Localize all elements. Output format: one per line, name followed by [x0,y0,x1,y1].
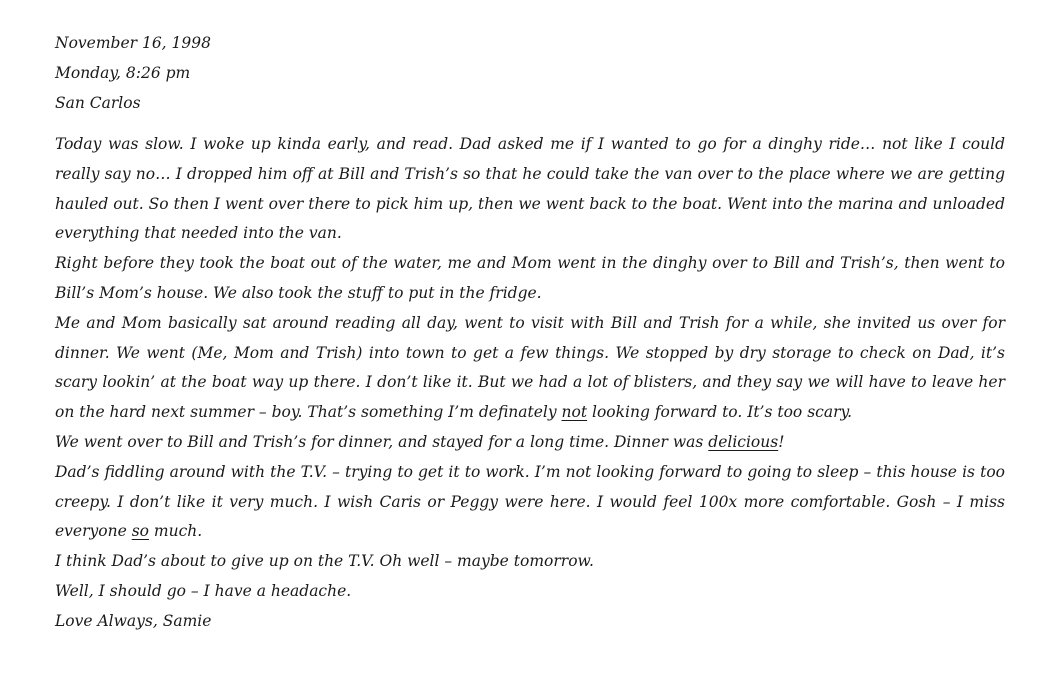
paragraph-4-text-end: ! [778,432,785,451]
underlined-word-not: not [561,403,588,422]
paragraph-4-text: We went over to Bill and Trish’s for dinner, and stayed for a long time. Dinner was [55,432,709,451]
entry-date: November 16, 1998 [55,34,211,52]
entry-header [55,28,1005,118]
paragraph-5-text-end: much. [148,522,203,541]
paragraph-7: Well, I should go – I have a headache. [55,581,352,600]
entry-body [55,130,1005,637]
paragraph-5-text: Dad’s fiddling around with the T.V. – trying to get it to work. I’m not looking forward to going to sleep – this house is too creepy. I don’t like it very much. I wish Caris or Peggy were here. I would feel 100x more comfortable. Gosh – I miss everyone [55,462,1005,541]
paragraph-2: Right before they took the boat out of the water, me and Mom went in the dinghy over to Bill and Trish’s, then went to Bill’s Mom’s house. We also took the stuff to put in the fridge. [55,254,1005,302]
entry-day-time: Monday, 8:26 pm [55,64,191,82]
journal-entry [55,28,1005,637]
paragraph-1: Today was slow. I woke up kinda early, and read. Dad asked me if I wanted to go for a dinghy ride… not like I could really say no… I dropped him off at Bill and Trish’s so that he could take the van over to the place where we are getting hauled out. So then I went over there to pick him up, then we went back to the boat. Went into the marina and unloaded everything that needed into the van. [55,135,1005,243]
paragraph-5 [55,458,1005,547]
paragraph-6: I think Dad’s about to give up on the T.V. Oh well – maybe tomorrow. [55,552,594,571]
underlined-word-so: so [131,522,149,541]
entry-location: San Carlos [55,94,141,112]
underlined-word-delicious: delicious [708,432,779,451]
paragraph-3 [55,309,1005,428]
paragraph-4 [55,428,1005,458]
paragraph-3-text: Me and Mom basically sat around reading all day, went to visit with Bill and Trish for a while, she invited us over for dinner. We went (Me, Mom and Trish) into town to get a few things. We stopped by dry storage to check on Dad, it’s scary lookin’ at the boat way up there. I don’t like it. But we had a lot of blisters, and they say we will have to leave her on the hard next summer – boy. That’s something I’m definately [55,313,1005,422]
signoff: Love Always, Samie [55,611,212,630]
paragraph-3-text-end: looking forward to. It’s too scary. [587,403,853,422]
